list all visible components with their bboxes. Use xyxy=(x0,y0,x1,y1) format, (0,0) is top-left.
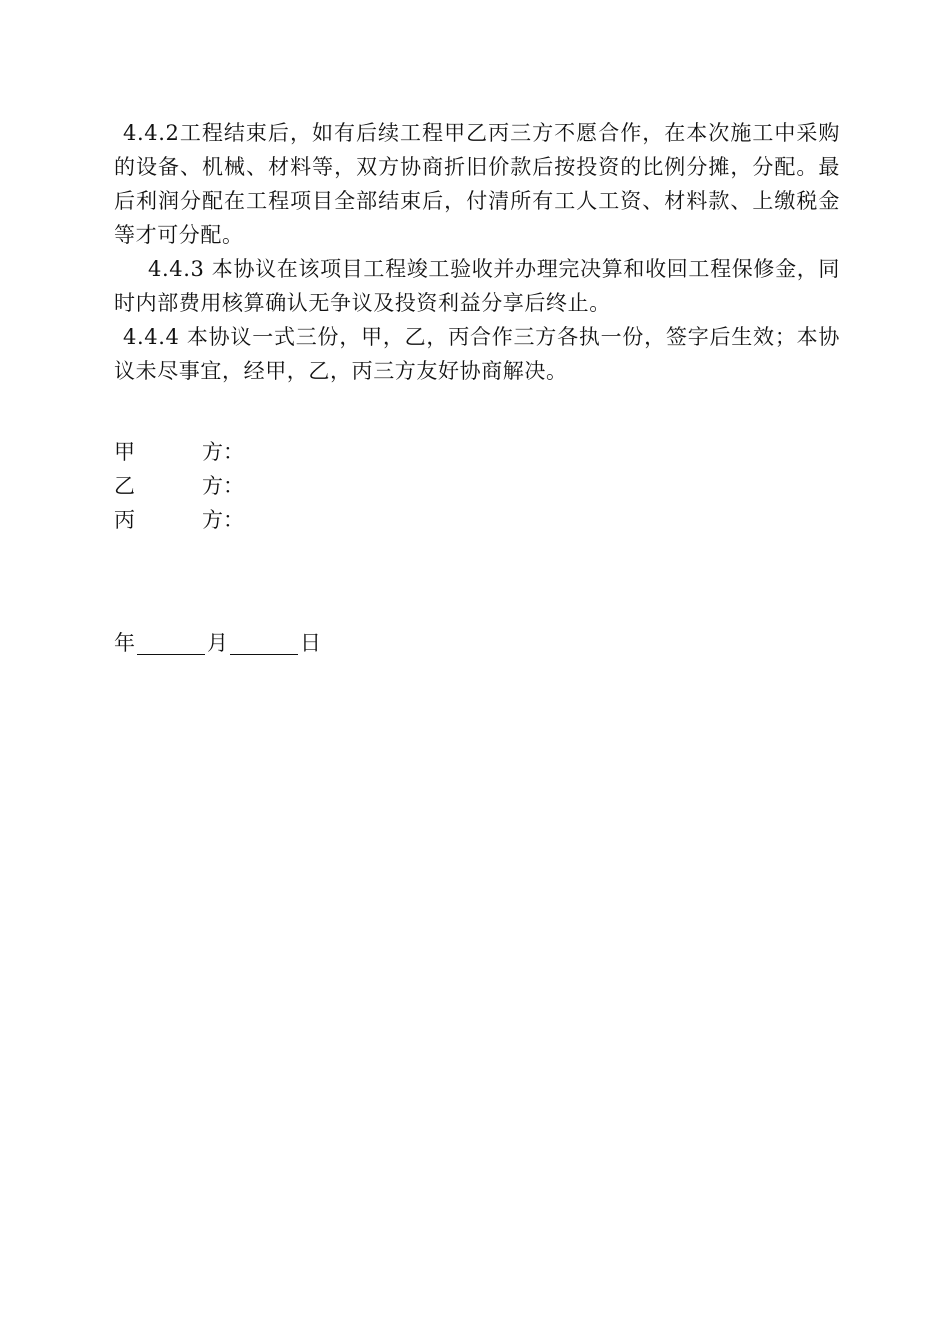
party-label: 方： xyxy=(202,440,244,464)
clause-4-4-4: 4.4.4 本协议一式三份，甲，乙，丙合作三方各执一份，签字后生效；本协议未尽事宜，经甲，乙，丙三方友好协商解决。 xyxy=(114,325,840,383)
day-label: 日 xyxy=(300,631,321,655)
signature-party-a xyxy=(114,435,244,469)
clause-4-4-2: 4.4.2工程结束后，如有后续工程甲乙丙三方不愿合作，在本次施工中采购的设备、机械、材料等，双方协商折旧价款后按投资的比例分摊，分配。最后利润分配在工程项目全部结束后，付清所有工人工资、材料款、上缴税金等才可分配。 xyxy=(114,121,840,247)
year-label: 年 xyxy=(114,631,135,655)
signature-party-c xyxy=(114,503,244,537)
signature-party-b xyxy=(114,469,244,503)
party-name: 甲 xyxy=(114,440,135,464)
party-label: 方： xyxy=(202,508,244,532)
day-blank xyxy=(230,632,298,655)
agreement-clauses xyxy=(114,116,840,388)
signature-block xyxy=(114,435,244,537)
date-line xyxy=(114,626,321,660)
month-blank xyxy=(137,632,205,655)
party-name: 丙 xyxy=(114,508,135,532)
clause-4-4-3: 4.4.3 本协议在该项目工程竣工验收并办理完决算和收回工程保修金，同时内部费用核算确认无争议及投资利益分享后终止。 xyxy=(114,257,840,315)
party-name: 乙 xyxy=(114,474,135,498)
month-label: 月 xyxy=(207,631,228,655)
party-label: 方： xyxy=(202,474,244,498)
